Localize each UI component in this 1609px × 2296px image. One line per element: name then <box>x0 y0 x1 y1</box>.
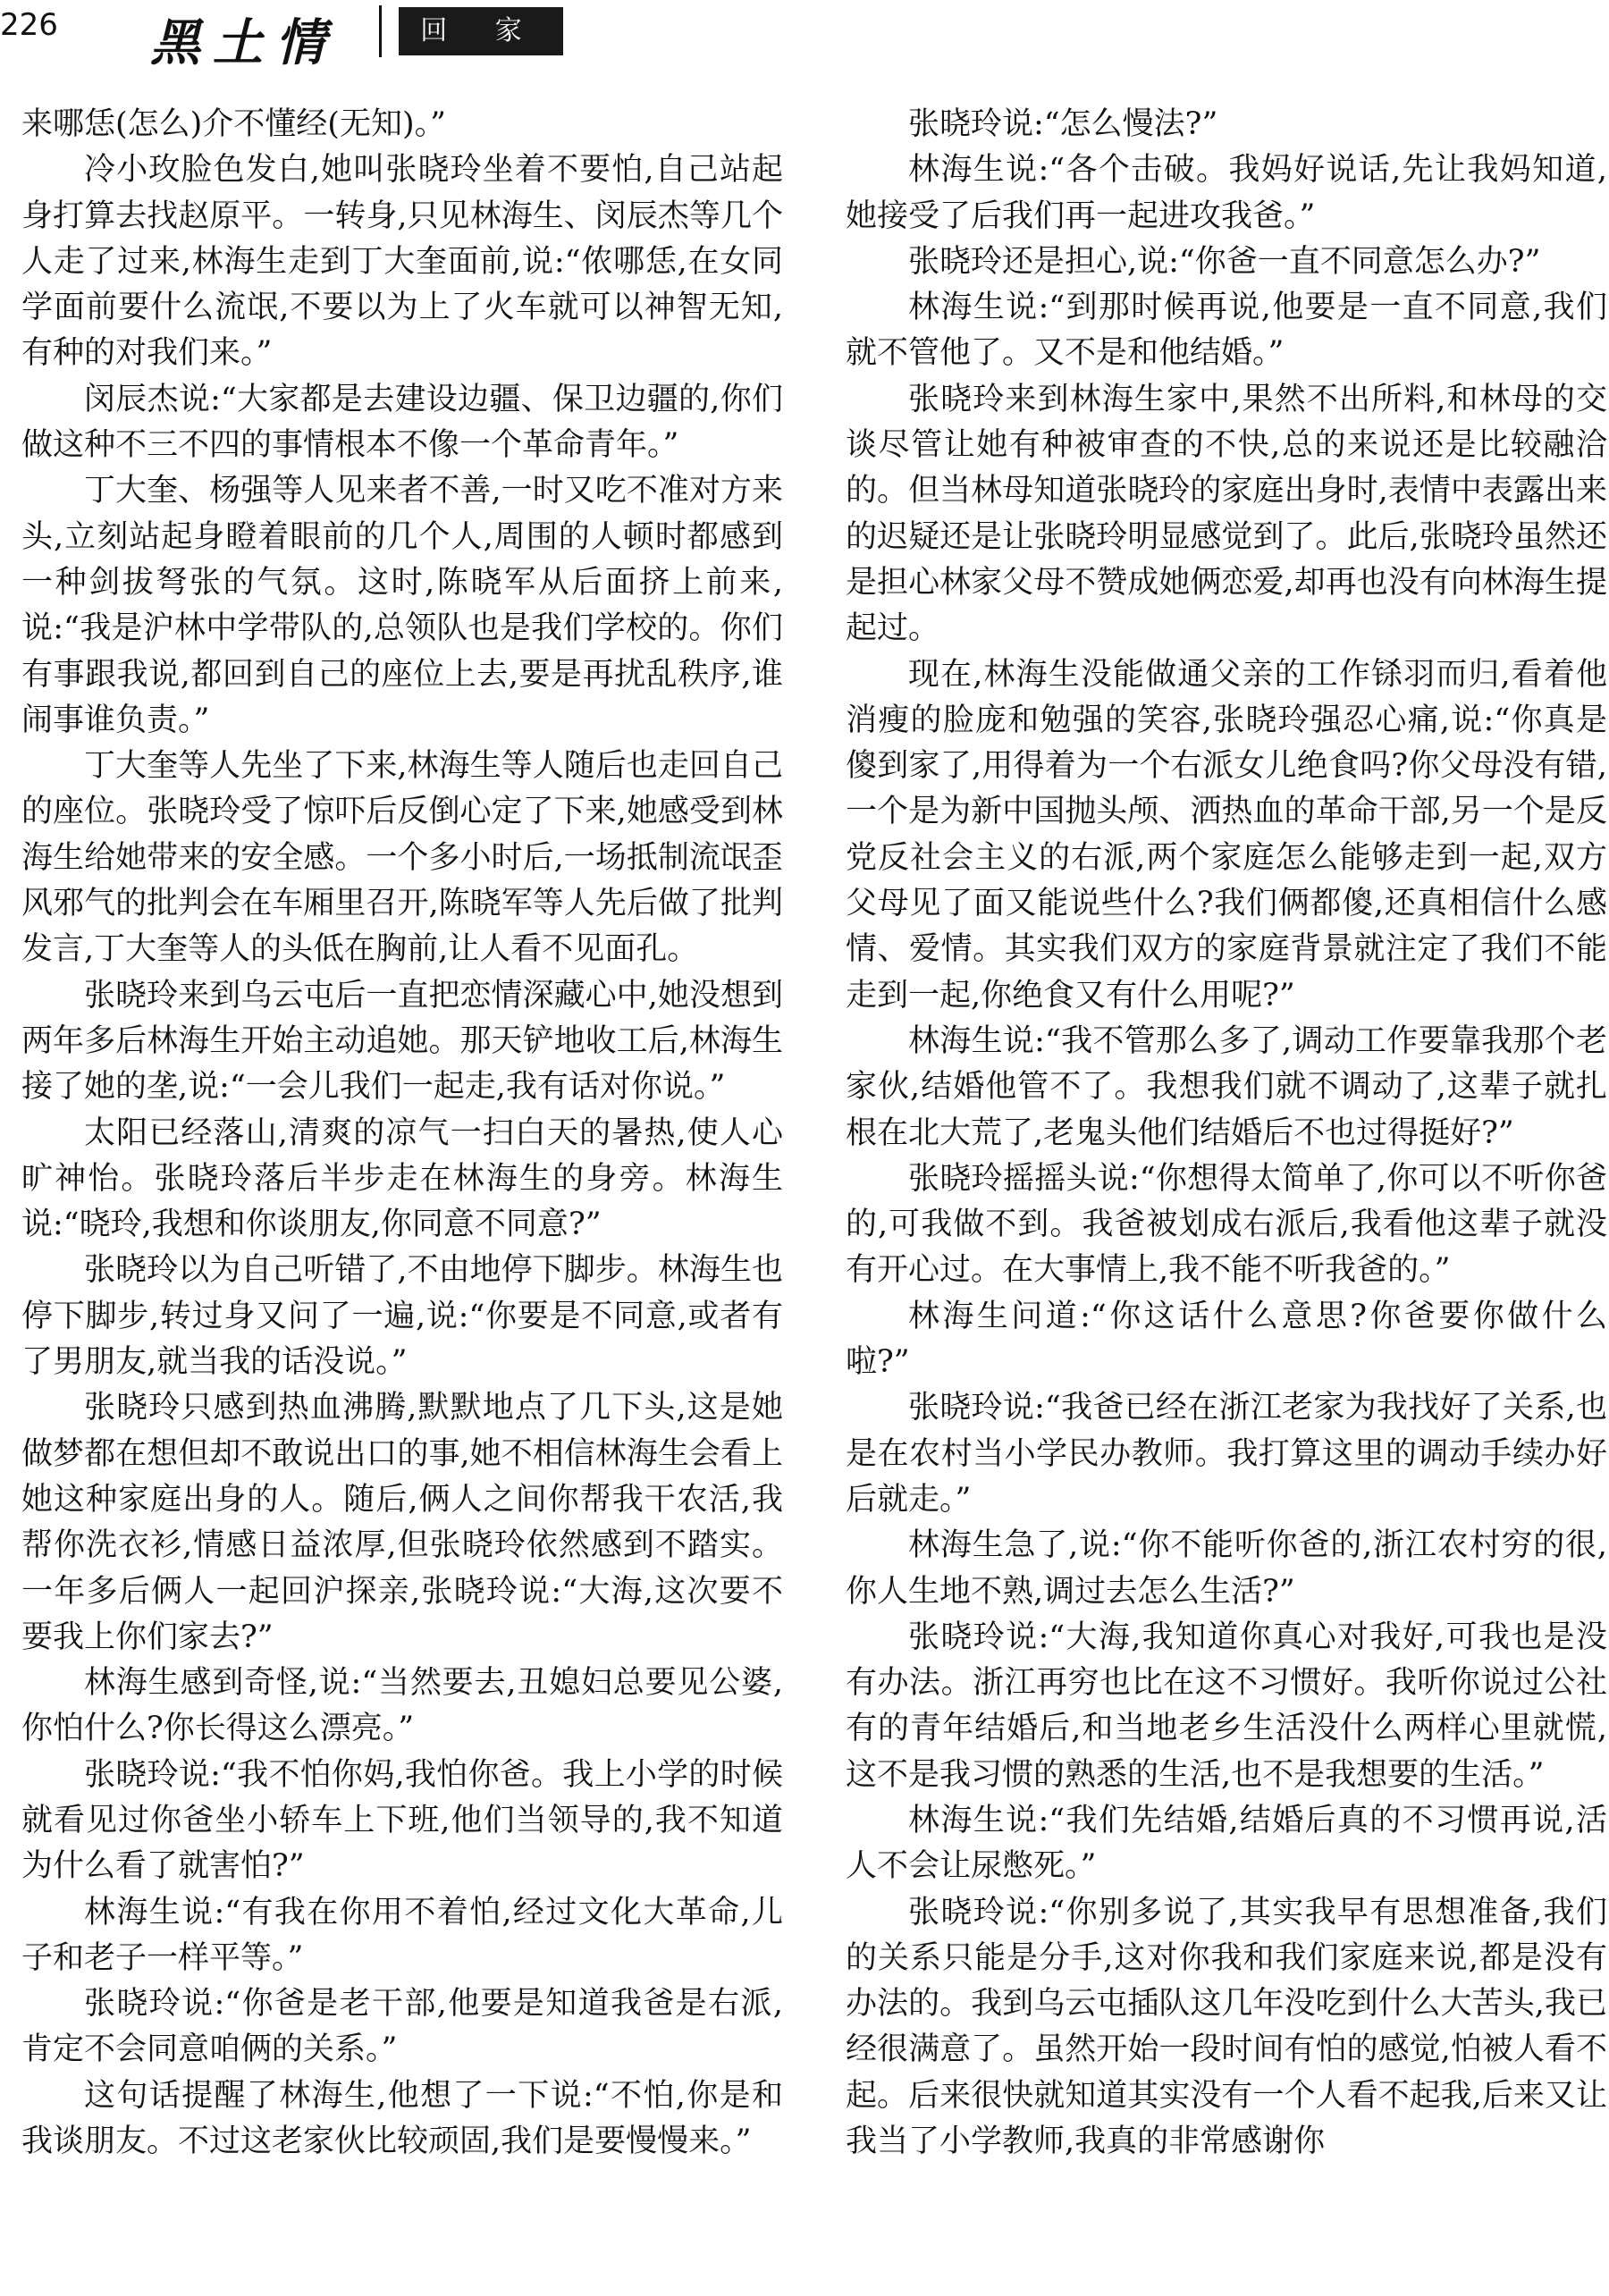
paragraph: 张晓玲说:“我不怕你妈,我怕你爸。我上小学的时候就看见过你爸坐小轿车上下班,他们当领导的,我不知道为什么看了就害怕?” <box>21 1756 783 1885</box>
page-number: 226 <box>0 7 58 43</box>
paragraph: 太阳已经落山,清爽的凉气一扫白天的暑热,使人心旷神怡。张晓玲落后半步走在林海生的身旁。林海生说:“晓玲,我想和你谈朋友,你同意不同意?” <box>21 1114 783 1243</box>
section-label: 回 家 <box>399 7 563 55</box>
paragraph: 丁大奎等人先坐了下来,林海生等人随后也走回自己的座位。张晓玲受了惊吓后反倒心定了下来,她感受到林海生给她带来的安全感。一个多小时后,一场抵制流氓歪风邪气的批判会在车厢里召开,陈晓军等人先后做了批判发言,丁大奎等人的头低在胸前,让人看不见面孔。 <box>21 748 783 968</box>
paragraph: 张晓玲说:“怎么慢法?” <box>908 106 1218 142</box>
right-column <box>846 102 1607 2165</box>
paragraph: 林海生说:“我不管那么多了,调动工作要靠我那个老家伙,结婚他管不了。我想我们就不调动了,这辈子就扎根在北大荒了,老鬼头他们结婚后不也过得挺好?” <box>846 1022 1607 1151</box>
paragraph: 林海生说:“到那时候再说,他要是一直不同意,我们就不管他了。又不是和他结婚。” <box>846 290 1607 372</box>
paragraph: 张晓玲来到林海生家中,果然不出所料,和林母的交谈尽管让她有种被审查的不快,总的来说还是比较融洽的。但当林母知道张晓玲的家庭出身时,表情中表露出来的迟疑还是让张晓玲明显感觉到了。此后,张晓玲虽然还是担心林家父母不赞成她俩恋爱,却再也没有向林海生提起过。 <box>846 381 1607 647</box>
page-header <box>0 0 1609 107</box>
paragraph: 张晓玲说:“你爸是老干部,他要是知道我爸是右派,肯定不会同意咱俩的关系。” <box>21 1986 783 2068</box>
paragraph: 来哪恁(怎么)介不懂经(无知)。” <box>21 106 447 142</box>
paragraph: 现在,林海生没能做通父亲的工作铩羽而归,看着他消瘦的脸庞和勉强的笑容,张晓玲强忍心痛,说:“你真是傻到家了,用得着为一个右派女儿绝食吗?你父母没有错,一个是为新中国抛头颅、洒热血的革命干部,另一个是反党反社会主义的右派,两个家庭怎么能够走到一起,双方父母见了面又能说些什么?我们俩都傻,还真相信什么感情、爱情。其实我们双方的家庭背景就注定了我们不能走到一起,你绝食又有什么用呢?” <box>846 656 1607 1013</box>
paragraph: 张晓玲说:“你别多说了,其实我早有思想准备,我们的关系只能是分手,这对你我和我们家庭来说,都是没有办法的。我到乌云屯插队这几年没吃到什么大苦头,我已经很满意了。虽然开始一段时间有怕的感觉,怕被人看不起。后来很快就知道其实没有一个人看不起我,后来又让我当了小学教师,我真的非常感谢你 <box>846 1894 1607 2160</box>
paragraph: 张晓玲说:“大海,我知道你真心对我好,可我也是没有办法。浙江再穷也比在这不习惯好。我听你说过公社有的青年结婚后,和当地老乡生活没什么两样心里就慌,这不是我习惯的熟悉的生活,也不是我想要的生活。” <box>846 1619 1607 1793</box>
magazine-title: 黑土情 <box>150 13 338 72</box>
paragraph: 林海生问道:“你这话什么意思?你爸要你做什么啦?” <box>846 1298 1607 1381</box>
paragraph: 闵辰杰说:“大家都是去建设边疆、保卫边疆的,你们做这种不三不四的事情根本不像一个革命青年。” <box>21 381 783 464</box>
paragraph: 冷小玫脸色发白,她叫张晓玲坐着不要怕,自己站起身打算去找赵原平。一转身,只见林海生、闵辰杰等几个人走了过来,林海生走到丁大奎面前,说:“侬哪恁,在女同学面前要什么流氓,不要以为上了火车就可以神智无知,有种的对我们来。” <box>21 152 783 372</box>
paragraph: 张晓玲摇摇头说:“你想得太简单了,你可以不听你爸的,可我做不到。我爸被划成右派后,我看他这辈子就没有开心过。在大事情上,我不能不听我爸的。” <box>846 1160 1607 1289</box>
paragraph: 张晓玲只感到热血沸腾,默默地点了几下头,这是她做梦都在想但却不敢说出口的事,她不相信林海生会看上她这种家庭出身的人。随后,俩人之间你帮我干农活,我帮你洗衣衫,情感日益浓厚,但张晓玲依然感到不踏实。一年多后俩人一起回沪探亲,张晓玲说:“大海,这次要不要我上你们家去?” <box>21 1390 783 1655</box>
paragraph: 林海生急了,说:“你不能听你爸的,浙江农村穷的很,你人生地不熟,调过去怎么生活?” <box>846 1527 1607 1610</box>
paragraph: 林海生说:“各个击破。我妈好说话,先让我妈知道,她接受了后我们再一起进攻我爸。” <box>846 152 1607 234</box>
paragraph: 丁大奎、杨强等人见来者不善,一时又吃不准对方来头,立刻站起身瞪着眼前的几个人,周围的人顿时都感到一种剑拔弩张的气氛。这时,陈晓军从后面挤上前来,说:“我是沪林中学带队的,总领队也是我们学校的。你们有事跟我说,都回到自己的座位上去,要是再扰乱秩序,谁闹事谁负责。” <box>21 473 783 738</box>
header-divider <box>379 5 382 57</box>
paragraph: 林海生说:“有我在你用不着怕,经过文化大革命,儿子和老子一样平等。” <box>21 1894 783 1976</box>
paragraph: 张晓玲以为自己听错了,不由地停下脚步。林海生也停下脚步,转过身又问了一遍,说:“你要是不同意,或者有了男朋友,就当我的话没说。” <box>21 1252 783 1381</box>
paragraph: 张晓玲来到乌云屯后一直把恋情深藏心中,她没想到两年多后林海生开始主动追她。那天铲地收工后,林海生接了她的垄,说:“一会儿我们一起走,我有话对你说。” <box>21 977 783 1106</box>
paragraph: 林海生说:“我们先结婚,结婚后真的不习惯再说,活人不会让尿憋死。” <box>846 1802 1607 1885</box>
paragraph: 张晓玲说:“我爸已经在浙江老家为我找好了关系,也是在农村当小学民办教师。我打算这里的调动手续办好后就走。” <box>846 1390 1607 1518</box>
paragraph: 林海生感到奇怪,说:“当然要去,丑媳妇总要见公婆,你怕什么?你长得这么漂亮。” <box>21 1665 783 1747</box>
paragraph: 张晓玲还是担心,说:“你爸一直不同意怎么办?” <box>908 243 1541 280</box>
left-column <box>21 102 783 2165</box>
paragraph: 这句话提醒了林海生,他想了一下说:“不怕,你是和我谈朋友。不过这老家伙比较顽固,我们是要慢慢来。” <box>21 2077 783 2160</box>
